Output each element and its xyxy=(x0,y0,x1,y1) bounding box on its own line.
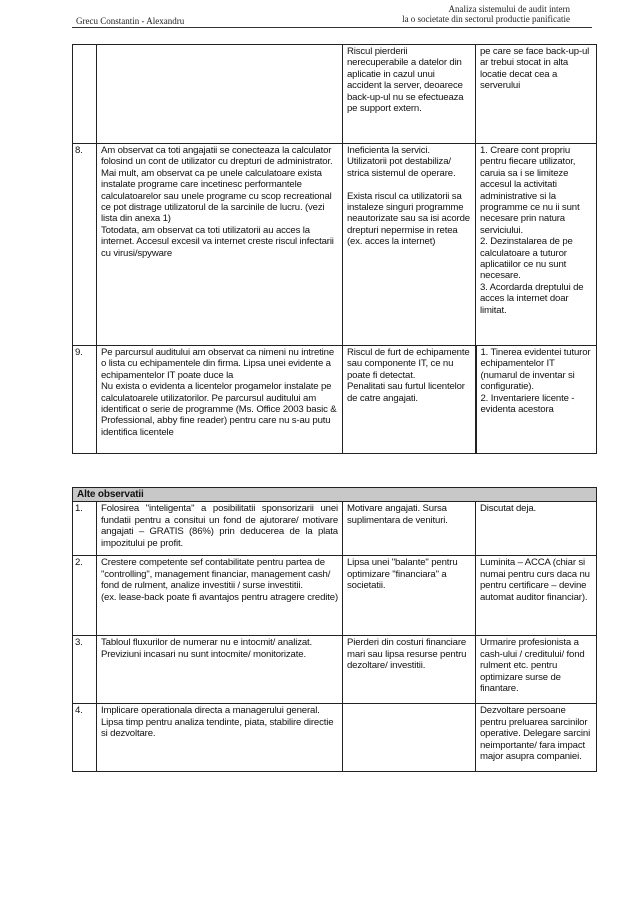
observation-cell: Crestere competente sef contabilitate pentru partea de "controlling", management financiar, management cash/ fond de rulment, analize investitii / surse investitii. (ex. lease-back poate fi avantajos pentru atragere credite) xyxy=(97,556,343,636)
header-title-line1: Analiza sistemului de audit intern xyxy=(448,4,570,14)
observation-cell: Implicare operationala directa a managerului general. Lipsa timp pentru analiza tendinte, piata, stabilire directie si dezvoltare. xyxy=(97,704,343,772)
row-number: 3. xyxy=(73,636,97,704)
observation-cell: Tabloul fluxurilor de numerar nu e intocmit/ analizat. Previziuni incasari nu sunt intocmite/ monitorizate. xyxy=(97,636,343,704)
observation-cell xyxy=(97,45,343,144)
observation-cell: Folosirea "inteligenta" a posibilitatii sponsorizarii unei fundatii pentru a consitui un fond de ajutorare/ motivare angajati – GRATIS (86%) prin deducerea de la plata impozitului pe profit. xyxy=(97,502,343,556)
observation-cell: Pe parcursul auditului am observat ca nimeni nu intretine o lista cu echipamentele din firma. Lipsa unei evidente a echipamentelor IT poate duce la Nu exista o evidenta a licentelor progamelor instalate pe calculatoarele utilizatorilor. Pe parcursul auditului am identificat o serie de programme (Ms. Office 2003 basic & Professional, abby fine reader) pentru care nu s-au putu identifica licentele xyxy=(97,346,343,454)
recommendation-cell: 1. Creare cont propriu pentru fiecare utilizator, caruia sa i se limiteze accesul la activitati administrative si la programme ce nu ii sunt necesare prin natura serviciului. 2. Dezinstalarea de pe calculatoare a tuturor aplicatiilor ce nu sunt necesare. 3. Acordarda dreptului de acces la internet doar limitat. xyxy=(476,144,597,346)
table-row xyxy=(73,144,597,346)
recommendation-cell: 1. Tinerea evidentei tuturor echipamentelor IT (numarul de inventar si configuratie). 2. Inventariere licente - evidenta acestora xyxy=(476,346,597,454)
header-author: Grecu Constantin - Alexandru xyxy=(76,16,185,26)
risk-cell xyxy=(343,704,476,772)
row-number xyxy=(73,45,97,144)
recommendation-cell: pe care se face back-up-ul ar trebui stocat in alta locatie decat cea a serverului xyxy=(476,45,597,144)
table-row xyxy=(73,556,597,636)
audit-table-part1 xyxy=(72,44,597,346)
table-row xyxy=(73,704,597,772)
audit-table-part2 xyxy=(72,345,597,454)
recommendation-cell: Dezvoltare persoane pentru preluarea sarcinilor operative. Delegare sarcini neimportante/ fara impact major asupra companiei. xyxy=(476,704,597,772)
row-number: 1. xyxy=(73,502,97,556)
risk-cell: Riscul pierderii nerecuperabile a datelor din aplicatie in cazul unui accident la server, deoarece back-up-ul nu se efectueaza pe support extern. xyxy=(343,45,476,144)
row-number: 8. xyxy=(73,144,97,346)
risk-cell: Riscul de furt de echipamente sau componente IT, ce nu poate fi detectat. Penalitati sau furtul licentelor de catre angajati. xyxy=(343,346,476,454)
recommendation-cell: Urmarire profesionista a cash-ului / creditului/ fond rulment etc. pentru optimizare surse de finantare. xyxy=(476,636,597,704)
risk-cell: Pierderi din costuri financiare mari sau lipsa resurse pentru dezoltare/ investitii. xyxy=(343,636,476,704)
section-title: Alte observatii xyxy=(73,488,597,502)
row-number: 4. xyxy=(73,704,97,772)
other-observations-table xyxy=(72,487,597,772)
table-row xyxy=(73,636,597,704)
table-row xyxy=(73,346,597,454)
section-header-row xyxy=(73,488,597,502)
header-rule xyxy=(72,27,592,28)
table-row xyxy=(73,45,597,144)
header-title-line2: la o societate din sectorul productie panificatie xyxy=(402,14,570,24)
risk-cell: Motivare angajati. Sursa suplimentara de venituri. xyxy=(343,502,476,556)
risk-cell: Ineficienta la servici. Utilizatorii pot destabiliza/ strica sistemul de operare. Exista riscul ca utilizatorii sa instaleze singuri programme neautorizate sau sa isi acorde drepturi nepermise in retea (ex. acces la internet) xyxy=(343,144,476,346)
recommendation-cell: Discutat deja. xyxy=(476,502,597,556)
table-row xyxy=(73,502,597,556)
risk-cell: Lipsa unei "balante" pentru optimizare "financiara" a societatii. xyxy=(343,556,476,636)
row-number: 9. xyxy=(73,346,97,454)
observation-cell: Am observat ca toti angajatii se conecteaza la calculator folosind un cont de utilizator cu drepturi de administrator. Mai mult, am observat ca pe unele calculatoare exista instalate programe care incetinesc performantele calculatoarelor sau unele programe cu scop recreational ce pot distrage utilizatorul de la sarcinile de lucru. (vezi lista din anexa 1) Totodata, am observat ca toti utilizatorii au acces la internet. Accesul excesil va internet creste riscul infectarii cu virusi/spyware xyxy=(97,144,343,346)
recommendation-cell: Luminita – ACCA (chiar si numai pentru curs daca nu pentru certificare – devine automat auditor financiar). xyxy=(476,556,597,636)
row-number: 2. xyxy=(73,556,97,636)
